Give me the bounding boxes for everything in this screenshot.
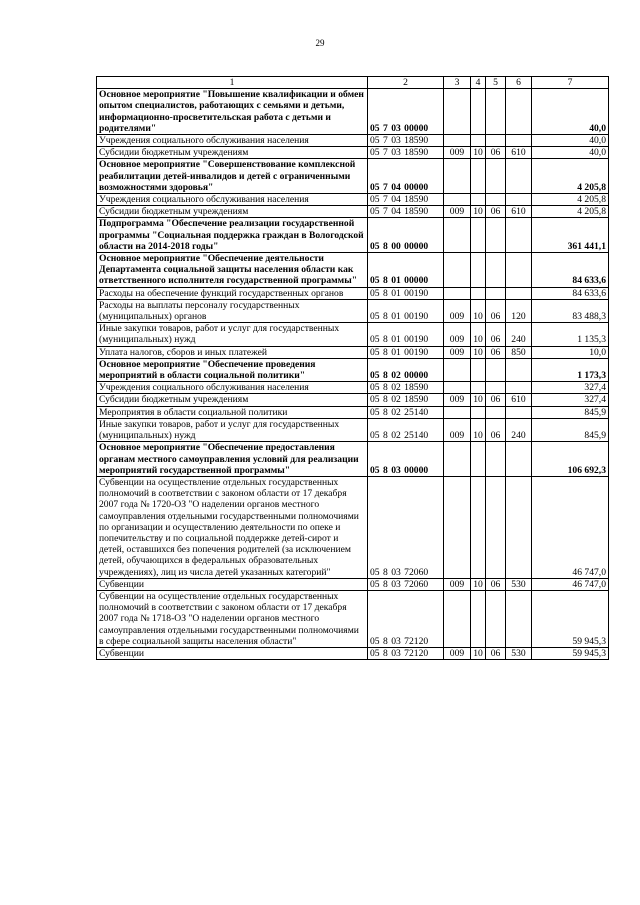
row-amount-cell: 84 633,6 — [532, 253, 609, 288]
row-subsection-cell — [486, 135, 506, 147]
row-ministry-cell — [444, 253, 471, 288]
row-name-cell: Субвенции на осуществление отдельных государственных полномочий в соответствии с законом области от 17 декабря 2007 года № 1718-ОЗ "О наделении органов местного самоуправления отдельными государственными полномочиями в сфере социальной защиты населения области" — [97, 590, 368, 647]
row-name-cell: Основное мероприятие "Совершенствование комплексной реабилитации детей-инвалидов и детей с ограниченными возможностями здоровья" — [97, 159, 368, 194]
row-section-cell — [471, 253, 486, 288]
row-expense-type-cell: 240 — [506, 418, 532, 441]
row-ministry-cell: 009 — [444, 147, 471, 159]
table-row — [97, 147, 609, 159]
budget-table — [96, 76, 609, 660]
row-amount-cell: 106 692,3 — [532, 442, 609, 477]
row-amount-cell: 59 945,3 — [532, 590, 609, 647]
header-col-7: 7 — [532, 77, 609, 89]
row-subsection-cell — [486, 590, 506, 647]
row-ministry-cell — [444, 218, 471, 253]
row-code-cell: 05 8 01 00190 — [368, 346, 444, 358]
row-code-cell: 05 7 04 00000 — [368, 159, 444, 194]
row-ministry-cell — [444, 159, 471, 194]
row-name-cell: Основное мероприятие "Обеспечение предоставления органам местного самоуправления условий для реализации мероприятий государственной программы" — [97, 442, 368, 477]
row-ministry-cell — [444, 382, 471, 394]
row-subsection-cell — [486, 218, 506, 253]
row-subsection-cell — [486, 89, 506, 135]
row-ministry-cell — [444, 590, 471, 647]
row-section-cell — [471, 358, 486, 381]
row-expense-type-cell: 610 — [506, 206, 532, 218]
row-expense-type-cell — [506, 382, 532, 394]
row-amount-cell: 1 135,3 — [532, 323, 609, 346]
row-amount-cell: 46 747,0 — [532, 476, 609, 578]
row-name-cell: Субсидии бюджетным учреждениям — [97, 147, 368, 159]
table-row — [97, 418, 609, 441]
row-expense-type-cell — [506, 253, 532, 288]
row-name-cell: Расходы на выплаты персоналу государственных (муниципальных) органов — [97, 299, 368, 322]
row-section-cell — [471, 135, 486, 147]
row-ministry-cell: 009 — [444, 323, 471, 346]
row-amount-cell: 10,0 — [532, 346, 609, 358]
table-row — [97, 394, 609, 406]
row-subsection-cell: 06 — [486, 647, 506, 659]
row-ministry-cell: 009 — [444, 394, 471, 406]
row-section-cell: 10 — [471, 323, 486, 346]
row-subsection-cell: 06 — [486, 299, 506, 322]
row-code-cell: 05 7 04 18590 — [368, 194, 444, 206]
row-code-cell: 05 7 03 00000 — [368, 89, 444, 135]
row-amount-cell: 327,4 — [532, 382, 609, 394]
table-row — [97, 194, 609, 206]
table-row — [97, 442, 609, 477]
row-name-cell: Подпрограмма "Обеспечение реализации государственной программы "Социальная поддержка граждан в Вологодской области на 2014-2018 годы" — [97, 218, 368, 253]
table-row — [97, 346, 609, 358]
row-amount-cell: 59 945,3 — [532, 647, 609, 659]
table-row — [97, 159, 609, 194]
row-code-cell: 05 8 02 25140 — [368, 406, 444, 418]
row-subsection-cell — [486, 406, 506, 418]
row-subsection-cell — [486, 194, 506, 206]
row-section-cell: 10 — [471, 206, 486, 218]
table-row — [97, 135, 609, 147]
row-expense-type-cell: 530 — [506, 578, 532, 590]
row-subsection-cell: 06 — [486, 206, 506, 218]
row-name-cell: Учреждения социального обслуживания населения — [97, 382, 368, 394]
row-code-cell: 05 8 00 00000 — [368, 218, 444, 253]
row-section-cell — [471, 590, 486, 647]
row-name-cell: Субвенции на осуществление отдельных государственных полномочий в соответствии с законом области от 17 декабря 2007 года № 1720-ОЗ "О наделении органов местного самоуправления отдельными государственными полномочиями по организации и осуществлению деятельности по опеке и попечительству и по социальной поддержке детей-сирот и детей, оставшихся без попечения родителей (за исключением детей, обучающихся в федеральных образовательных учреждениях), лиц из числа детей указанных категорий" — [97, 476, 368, 578]
row-code-cell: 05 8 03 00000 — [368, 442, 444, 477]
row-name-cell: Основное мероприятие "Обеспечение проведения мероприятий в области социальной политики" — [97, 358, 368, 381]
table-row — [97, 358, 609, 381]
table-row — [97, 218, 609, 253]
row-expense-type-cell — [506, 406, 532, 418]
row-subsection-cell — [486, 159, 506, 194]
row-amount-cell: 361 441,1 — [532, 218, 609, 253]
row-section-cell: 10 — [471, 394, 486, 406]
table-row — [97, 89, 609, 135]
table-row — [97, 323, 609, 346]
row-code-cell: 05 8 01 00190 — [368, 287, 444, 299]
row-ministry-cell — [444, 358, 471, 381]
row-section-cell: 10 — [471, 299, 486, 322]
row-name-cell: Уплата налогов, сборов и иных платежей — [97, 346, 368, 358]
row-ministry-cell: 009 — [444, 647, 471, 659]
row-ministry-cell: 009 — [444, 206, 471, 218]
row-section-cell — [471, 89, 486, 135]
row-code-cell: 05 8 01 00190 — [368, 323, 444, 346]
header-row — [97, 77, 609, 89]
row-ministry-cell — [444, 442, 471, 477]
header-col-3: 3 — [444, 77, 471, 89]
row-amount-cell: 40,0 — [532, 135, 609, 147]
row-section-cell: 10 — [471, 647, 486, 659]
row-ministry-cell — [444, 287, 471, 299]
header-col-5: 5 — [486, 77, 506, 89]
row-expense-type-cell: 850 — [506, 346, 532, 358]
row-expense-type-cell — [506, 287, 532, 299]
row-subsection-cell — [486, 358, 506, 381]
row-expense-type-cell: 240 — [506, 323, 532, 346]
row-subsection-cell: 06 — [486, 418, 506, 441]
row-code-cell: 05 8 02 25140 — [368, 418, 444, 441]
table-row — [97, 578, 609, 590]
table-row — [97, 299, 609, 322]
row-code-cell: 05 8 02 18590 — [368, 382, 444, 394]
row-ministry-cell — [444, 476, 471, 578]
row-amount-cell: 40,0 — [532, 147, 609, 159]
row-ministry-cell — [444, 194, 471, 206]
row-subsection-cell — [486, 382, 506, 394]
row-expense-type-cell — [506, 476, 532, 578]
row-code-cell: 05 8 03 72120 — [368, 590, 444, 647]
row-code-cell: 05 7 03 18590 — [368, 135, 444, 147]
row-amount-cell: 845,9 — [532, 406, 609, 418]
row-ministry-cell — [444, 89, 471, 135]
row-amount-cell: 4 205,8 — [532, 159, 609, 194]
row-code-cell: 05 8 01 00190 — [368, 299, 444, 322]
row-ministry-cell: 009 — [444, 346, 471, 358]
row-code-cell: 05 8 01 00000 — [368, 253, 444, 288]
header-col-2: 2 — [368, 77, 444, 89]
row-amount-cell: 4 205,8 — [532, 206, 609, 218]
row-ministry-cell — [444, 406, 471, 418]
row-expense-type-cell: 610 — [506, 394, 532, 406]
row-section-cell — [471, 382, 486, 394]
row-section-cell — [471, 476, 486, 578]
row-amount-cell: 327,4 — [532, 394, 609, 406]
row-expense-type-cell — [506, 218, 532, 253]
row-section-cell — [471, 287, 486, 299]
row-ministry-cell: 009 — [444, 578, 471, 590]
row-subsection-cell — [486, 287, 506, 299]
row-name-cell: Учреждения социального обслуживания населения — [97, 194, 368, 206]
row-name-cell: Субсидии бюджетным учреждениям — [97, 394, 368, 406]
row-section-cell — [471, 159, 486, 194]
row-subsection-cell — [486, 476, 506, 578]
row-name-cell: Основное мероприятие "Обеспечение деятельности Департамента социальной защиты населения области как ответственного исполнителя государственной программы" — [97, 253, 368, 288]
row-code-cell: 05 8 03 72120 — [368, 647, 444, 659]
row-code-cell: 05 8 02 00000 — [368, 358, 444, 381]
row-subsection-cell: 06 — [486, 323, 506, 346]
header-col-6: 6 — [506, 77, 532, 89]
row-name-cell: Иные закупки товаров, работ и услуг для государственных (муниципальных) нужд — [97, 323, 368, 346]
row-code-cell: 05 8 02 18590 — [368, 394, 444, 406]
row-name-cell: Субсидии бюджетным учреждениям — [97, 206, 368, 218]
row-subsection-cell — [486, 442, 506, 477]
row-expense-type-cell — [506, 194, 532, 206]
budget-table-body — [97, 77, 609, 660]
row-expense-type-cell — [506, 135, 532, 147]
row-ministry-cell: 009 — [444, 299, 471, 322]
table-row — [97, 287, 609, 299]
row-expense-type-cell: 610 — [506, 147, 532, 159]
row-section-cell — [471, 406, 486, 418]
row-amount-cell: 4 205,8 — [532, 194, 609, 206]
row-subsection-cell — [486, 253, 506, 288]
header-col-4: 4 — [471, 77, 486, 89]
row-name-cell: Иные закупки товаров, работ и услуг для государственных (муниципальных) нужд — [97, 418, 368, 441]
table-row — [97, 206, 609, 218]
row-expense-type-cell: 530 — [506, 647, 532, 659]
table-row — [97, 382, 609, 394]
row-section-cell: 10 — [471, 578, 486, 590]
row-name-cell: Субвенции — [97, 647, 368, 659]
row-section-cell: 10 — [471, 418, 486, 441]
table-row — [97, 590, 609, 647]
table-row — [97, 406, 609, 418]
row-code-cell: 05 8 03 72060 — [368, 578, 444, 590]
table-row — [97, 647, 609, 659]
row-expense-type-cell — [506, 358, 532, 381]
row-amount-cell: 1 173,3 — [532, 358, 609, 381]
row-expense-type-cell — [506, 442, 532, 477]
row-amount-cell: 40,0 — [532, 89, 609, 135]
row-section-cell — [471, 218, 486, 253]
row-ministry-cell — [444, 135, 471, 147]
row-expense-type-cell — [506, 590, 532, 647]
row-name-cell: Расходы на обеспечение функций государственных органов — [97, 287, 368, 299]
row-section-cell — [471, 194, 486, 206]
row-subsection-cell: 06 — [486, 147, 506, 159]
row-amount-cell: 845,9 — [532, 418, 609, 441]
row-amount-cell: 46 747,0 — [532, 578, 609, 590]
table-row — [97, 476, 609, 578]
row-expense-type-cell — [506, 159, 532, 194]
row-section-cell: 10 — [471, 346, 486, 358]
row-ministry-cell: 009 — [444, 418, 471, 441]
row-code-cell: 05 7 04 18590 — [368, 206, 444, 218]
row-code-cell: 05 8 03 72060 — [368, 476, 444, 578]
row-section-cell: 10 — [471, 147, 486, 159]
row-subsection-cell: 06 — [486, 394, 506, 406]
row-expense-type-cell — [506, 89, 532, 135]
row-name-cell: Основное мероприятие "Повышение квалификации и обмен опытом специалистов, работающих с семьями и детьми, информационно-просветительская работа с детьми и родителями" — [97, 89, 368, 135]
row-name-cell: Учреждения социального обслуживания населения — [97, 135, 368, 147]
row-amount-cell: 83 488,3 — [532, 299, 609, 322]
row-amount-cell: 84 633,6 — [532, 287, 609, 299]
page-number: 29 — [315, 38, 325, 48]
row-name-cell: Субвенции — [97, 578, 368, 590]
row-expense-type-cell: 120 — [506, 299, 532, 322]
table-row — [97, 253, 609, 288]
row-subsection-cell: 06 — [486, 346, 506, 358]
header-col-1: 1 — [97, 77, 368, 89]
row-section-cell — [471, 442, 486, 477]
row-code-cell: 05 7 03 18590 — [368, 147, 444, 159]
row-name-cell: Мероприятия в области социальной политики — [97, 406, 368, 418]
row-subsection-cell: 06 — [486, 578, 506, 590]
